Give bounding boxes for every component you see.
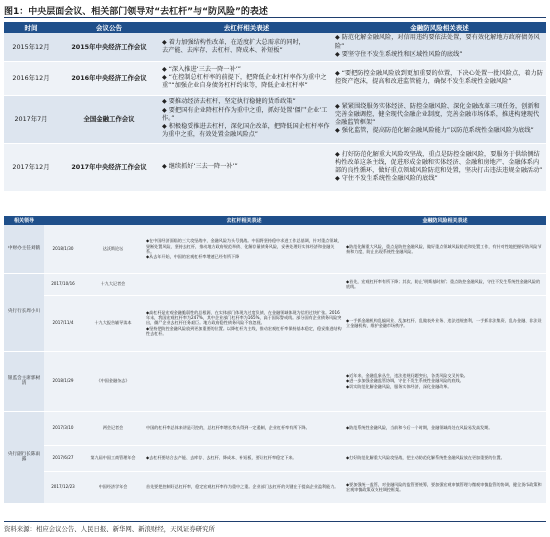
header-official: 相关领导 [4, 216, 44, 225]
cell-date: 2017/3/10 [44, 411, 82, 445]
source-divider [4, 521, 546, 522]
table-row [4, 273, 546, 295]
cell-deleverage: ◆在中国经济面临的三大攻坚战中，金融风险为头号挑战。中国将坚持稳中求进工作总基调，针对重点领域，果断处置风险，坚持去杠杆，推动地方政府规范举债、化解存量债务风险，妥善处理好实体经济和金融关系。 ◆从去年开始，中国的宏观杠杆率增速已经有所下降 [144, 225, 344, 273]
cell-date: 2018/1/30 [44, 225, 82, 273]
cell-deleverage: ◆ 继续抓好‘三去一降一补’” [160, 143, 333, 191]
table-row [4, 411, 546, 445]
cell-risk: ◆ “要把防控金融风险放到更加重要的位置，下决心处置一批风险点，着力防控资产泡沫，提高和改进监管能力，确保不发生系统性金融风险” [333, 61, 546, 95]
cell-meeting: 2015年中央经济工作会议 [58, 33, 160, 61]
cell-risk: ◆ 紧紧围绕服务实体经济、防控金融风险、深化金融改革三项任务，创新和完善金融调控，健全现代金融企业制度，完善金融市场体系，推进构建现代金融监管框架” ◆ 强化监管，提高防范化解金融风险能力”以防范系统性金融风险为底线” [333, 95, 546, 143]
header-deleverage: 去杠杆相关表述 [160, 22, 333, 33]
cell-meeting: 全国金融工作会议 [58, 95, 160, 143]
table-row [4, 33, 546, 61]
cell-time: 2015年12月 [4, 33, 58, 61]
table-row [4, 295, 546, 351]
cell-official: 中财办主任刘鹤 [4, 225, 44, 273]
cell-date: 2017/6/27 [44, 445, 82, 471]
table-row [4, 471, 546, 503]
table-row [4, 445, 546, 471]
cell-deleverage: ◆ 要推动经济去杠杆，坚定执行稳健的货币政策” ◆ 要把国有企业降杠杆作为重中之重，抓好处置‘僵尸企业’工作。” ◆ 积极稳妥推进去杠杆，深化国企改革，把降低国企杠杆率作为重中之重，有效处置金融风险点” [160, 95, 333, 143]
cell-risk: ◆ 打好防范化解重大风险攻坚战，重点是防控金融风险，要服务于供给侧结构性改革这条主线，促进形成金融和实体经济、金融和房地产、金融体系内部的良性循环，做好重点领域风险防范和处置，坚决打击违法违规金融活动” ◆ 守住不发生系统性金融风险的底线” [333, 143, 546, 191]
cell-risk: ◆一手抓金融机构乱搞同业、乱加杠杆、乱做表外业务、违法违规套利，一手抓非法集资、乱办金融、非法设立金融机构，维护金融市场秩序。 [344, 295, 546, 351]
cell-event: 十九大记者会 [82, 273, 144, 295]
cell-meeting: 2016年中央经济工作会议 [58, 61, 160, 95]
cell-official: 银监会主席郭树清 [4, 351, 44, 411]
cell-risk: ◆近年来，金融乱象丛生，违法违规问题突出，各类风险交叉传染。 ◆进一步加强金融监管协调，守住不发生系统性金融风险的底线。 ◆切实防范化解金融风险，服务实体经济，深化金融改革。 [344, 351, 546, 411]
cell-deleverage [144, 351, 344, 411]
header-deleverage: 去杠杆相关表述 [144, 216, 344, 225]
cell-date: 2017/12/23 [44, 471, 82, 503]
cell-risk: ◆打好防范化解重大风险攻坚战，把主动防范化解系统性金融风险放在更加重要的位置。 [344, 445, 546, 471]
cell-risk: ◆首先，宏观杠杆率有所下降；其次，防止‘明斯基时刻’；重点防控金融风险，守住不发生系统性金融风险的底线。 [344, 273, 546, 295]
cell-event: 第九届中国工商管理年会 [82, 445, 144, 471]
header-risk: 金融防风险相关表述 [344, 216, 546, 225]
table-row [4, 351, 546, 411]
cell-deleverage: ◆高杠杆是宏观金融脆弱性的总根源，在实体部门体现为过度负债，在金融领域体现为信用过快扩张。2016年末，我国宏观杠杆率为247%，其中企业部门杠杆率为165%，高于国际警戒线。部分国有企业债务风险突出，僵尸企业去杠杆任务艰巨。地方政府隐性债务风险不容忽视。 ◆坚持把防控金融风险放到更加重要的位置。以降杠杆为主线，推动宏观杠杆率保持基本稳定，稳妥推进结构性去杠杆。 [144, 295, 344, 351]
source-note: 资料来源：相应会议公告、人民日报、新华网、新浪财经，天风证券研究所 [4, 525, 215, 533]
title-divider [4, 17, 546, 18]
cell-time: 2017年12月 [4, 143, 58, 191]
cell-deleverage: ◆ “深入推进‘三去一降一补’” ◆ “在控制总杠杆率的前提下，把降低企业杠杆率作为重中之重”“加强企业自身债务杠杆约束等，降低企业杠杆率” [160, 61, 333, 95]
header-risk: 金融防风险相关表述 [333, 22, 546, 33]
cell-event: 两会记者会 [82, 411, 144, 445]
cell-date: 2017/11/4 [44, 295, 82, 351]
cell-deleverage: 中国的杠杆率总体来讲是可控的，总杠杆率增长势头得到一定遏制，企业杠杆率有所下降。 [144, 411, 344, 445]
cell-risk: ◆ 防范化解金融风险，对信用违约要依法处置，要有效化解地方政府债务风险” ◆ 要坚守住不发生系统性和区域性风险的底线” [333, 33, 546, 61]
cell-event: 中国经济学年会 [82, 471, 144, 503]
table-row [4, 225, 546, 273]
header-event [82, 216, 144, 225]
cell-deleverage: ◆ 着力加强结构性改革，在适度扩大总需求的同时， 去产能、去库存、去杠杆、降成本、补短板” [160, 33, 333, 61]
officials-table-header [4, 216, 546, 225]
cell-event: 达沃斯论坛 [82, 225, 144, 273]
cell-deleverage: ◆去杠杆要结合去产能、去库存、去杠杆、降成本、补短板，要让杠杆率稳定下来。 [144, 445, 344, 471]
cell-risk: ◆防范化解重大风险，重点是防控金融风险，做好重点领域风险防范和处置工作，有针对性地把握好防风险节奏和力度，防止出现系统性金融风险。 [344, 225, 546, 273]
cell-time: 2017年7月 [4, 95, 58, 143]
figure-title: 图1：中央层面会议、相关部门领导对“去杠杆”与“防风险”的表述 [4, 7, 268, 17]
header-date [44, 216, 82, 225]
header-time: 时间 [4, 22, 58, 33]
cell-time: 2016年12月 [4, 61, 58, 95]
header-meeting: 会议公告 [58, 22, 160, 33]
cell-date: 2018/1/29 [44, 351, 82, 411]
cell-date: 2017/10/16 [44, 273, 82, 295]
table-row [4, 143, 546, 191]
cell-meeting: 2017年中央经济工作会议 [58, 143, 160, 191]
cell-deleverage [144, 273, 344, 295]
cell-risk: ◆防范系统性金融风险，当前和今后一个时期，金融领域尚处在风险易发高发期。 [344, 411, 546, 445]
cell-official: 央行副行长陈雨露 [4, 411, 44, 503]
cell-risk: ◆要加强统一监管，对金融风险的监管要统筹，要加强宏观审慎管理与微观审慎监管的协调，健全货币政策和宏观审慎政策双支柱调控框架。 [344, 471, 546, 503]
table-row [4, 95, 546, 143]
cell-deleverage: 首先要把控制好总杠杆率，稳定宏观杠杆率作为重中之重。企业部门去杠杆的关键在于提高企业盈利能力。 [144, 471, 344, 503]
cell-event: 《中国金融杂志》 [82, 351, 144, 411]
table-row [4, 61, 546, 95]
officials-table [4, 216, 546, 504]
meetings-table [4, 22, 546, 192]
meetings-table-header [4, 22, 546, 33]
cell-event: 十九大报告辅导读本 [82, 295, 144, 351]
cell-official: 央行行长周小川 [4, 273, 44, 351]
